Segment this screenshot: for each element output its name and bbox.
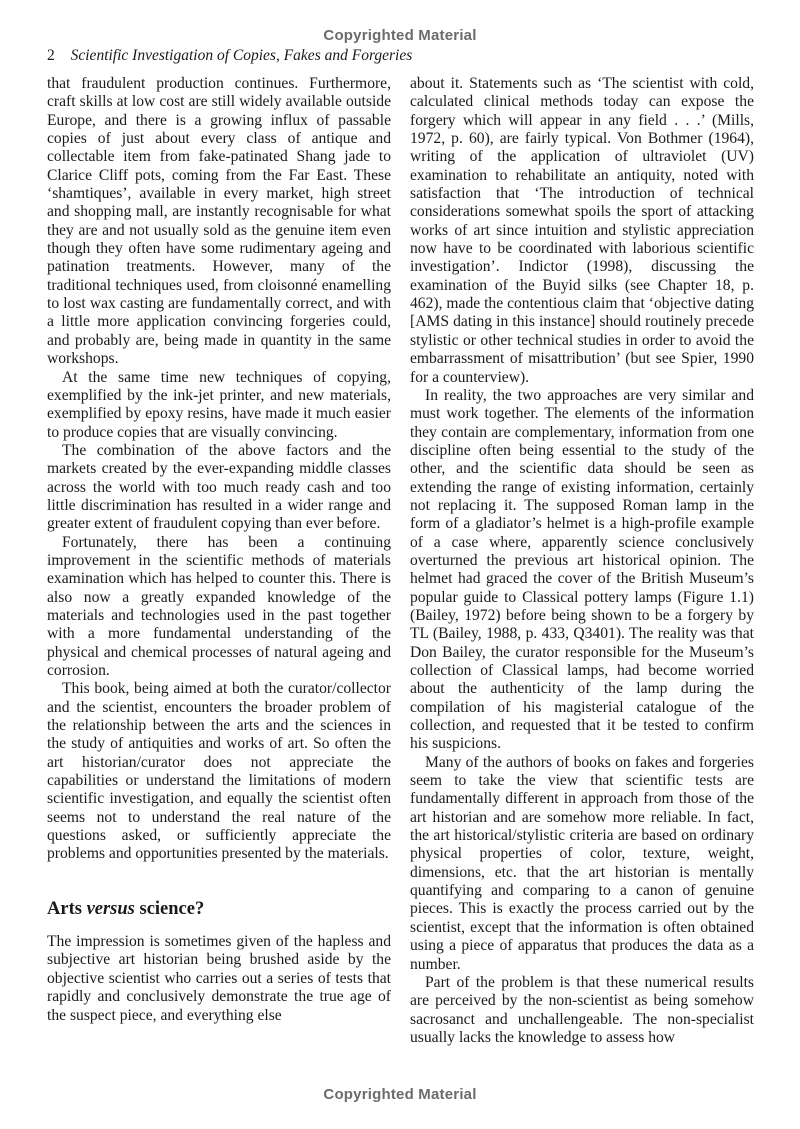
right-column xyxy=(410,75,754,1047)
paragraph: In reality, the two approaches are very similar and must work together. The elements of the information they contain are complementary, information from one discipline often being essential to the study of the other, and the scientific data should be seen as extending the range of existing information, certainly not replacing it. The supposed Roman lamp in the form of a gladiator’s helmet is a high-profile example of a case where, apparently science conclusively overturned the previous art historical opinion. The helmet had graced the cover of the British Museum’s popular guide to Classical pottery lamps (Figure 1.1) (Bailey, 1972) before being shown to be a forgery by TL (Bailey, 1988, p. 433, Q3401). The reality was that Don Bailey, the curator responsible for the Museum’s collection of Classical lamps, had become worried about the authenticity of the lamp during the compilation of his magisterial catalogue of the collection, and requested that it be tested to confirm his suspicions. xyxy=(410,386,754,753)
paragraph: Part of the problem is that these numerical results are perceived by the non-scientist as being somehow sacrosanct and unchallengeable. The non-specialist usually lacks the knowledge to assess how xyxy=(410,973,754,1046)
paragraph: At the same time new techniques of copying, exemplified by the ink-jet printer, and new materials, exemplified by epoxy resins, have made it much easier to produce copies that are visually convincing. xyxy=(47,368,391,441)
paragraph: This book, being aimed at both the curator/collector and the scientist, encounters the broader problem of the relationship between the arts and the sciences in the study of antiquities and works of art. So often the art historian/curator does not appreciate the capabilities or understand the limitations of modern scientific investigation, and equally the scientist often seems not to understand the real nature of the questions asked, or sufficiently appreciate the problems and opportunities presented by the materials. xyxy=(47,680,391,863)
section-heading-part: science? xyxy=(134,898,205,919)
paragraph: Many of the authors of books on fakes and forgeries seem to take the view that scientific tests are fundamentally different in approach from those of the art historian and are somehow more reliable. In fact, the art historical/stylistic criteria are based on ordinary physical properties of color, texture, weight, dimensions, etc. that the art historian is mentally quantifying and comparing to a canon of genuine pieces. This is exactly the process carried out by the scientist, except that the information is often obtained using a piece of apparatus that produces the data as a number. xyxy=(410,753,754,973)
watermark-bottom: Copyrighted Material xyxy=(323,1086,477,1103)
running-title: Scientific Investigation of Copies, Fakes and Forgeries xyxy=(70,47,413,64)
watermark-top: Copyrighted Material xyxy=(323,27,477,44)
section-heading-part: Arts xyxy=(47,898,87,919)
paragraph: that fraudulent production continues. Furthermore, craft skills at low cost are still widely available outside Europe, and there is a growing influx of passable copies of just about every class of antique and collectable item from fake-patinated Shang jade to Clarice Cliff pots, coming from the Far East. These ‘shamtiques’, available in every market, high street and shopping mall, are instantly recognisable for what they are and not usually sold as the genuine item even though they often have some rudimentary ageing and patination treatments. However, many of the traditional techniques used, from cloisonné enamelling to lost wax casting are fundamentally correct, and with a little more application convincing forgeries could, and probably are, being made in quantity in the same workshops. xyxy=(47,75,391,368)
running-head xyxy=(47,47,757,65)
page-number: 2 xyxy=(47,47,55,64)
paragraph: The combination of the above factors and the markets created by the ever-expanding middle classes across the world with too much ready cash and too little discrimination has resulted in a wider range and greater extent of fraudulent copying than ever before. xyxy=(47,441,391,533)
paragraph: Fortunately, there has been a continuing improvement in the scientific methods of materials examination which has helped to counter this. There is also now a greatly expanded knowledge of the materials and technologies used in the past together with a more fundamental understanding of the physical and chemical processes of natural ageing and corrosion. xyxy=(47,533,391,679)
left-column xyxy=(47,75,391,1025)
paragraph: about it. Statements such as ‘The scientist with cold, calculated clinical methods today can expose the forgery which will appear in any field . . .’ (Mills, 1972, p. 60), are fairly typical. Von Bothmer (1964), writing of the application of ultraviolet (UV) examination to rehabilitate an antiquity, noted with satisfaction that ‘The introduction of technical considerations somewhat spoils the sport of attacking works of art since intuition and stylistic appreciation now have to be coordinated with laborious scientific investigation’. Indictor (1998), discussing the examination of the Buyid silks (see Chapter 18, p. 462), made the contentious claim that ‘objective dating [AMS dating in this instance] should routinely precede stylistic or other technical studies in order to avoid the embarrassment of misattribution’ (but see Spier, 1990 for a counterview). xyxy=(410,75,754,386)
section-heading-emphasis: versus xyxy=(86,898,135,919)
section-heading xyxy=(47,900,391,918)
paragraph: The impression is sometimes given of the hapless and subjective art historian being brushed aside by the objective scientist who carries out a series of tests that rapidly and conclusively demonstrate the true age of the suspect piece, and everything else xyxy=(47,933,391,1024)
